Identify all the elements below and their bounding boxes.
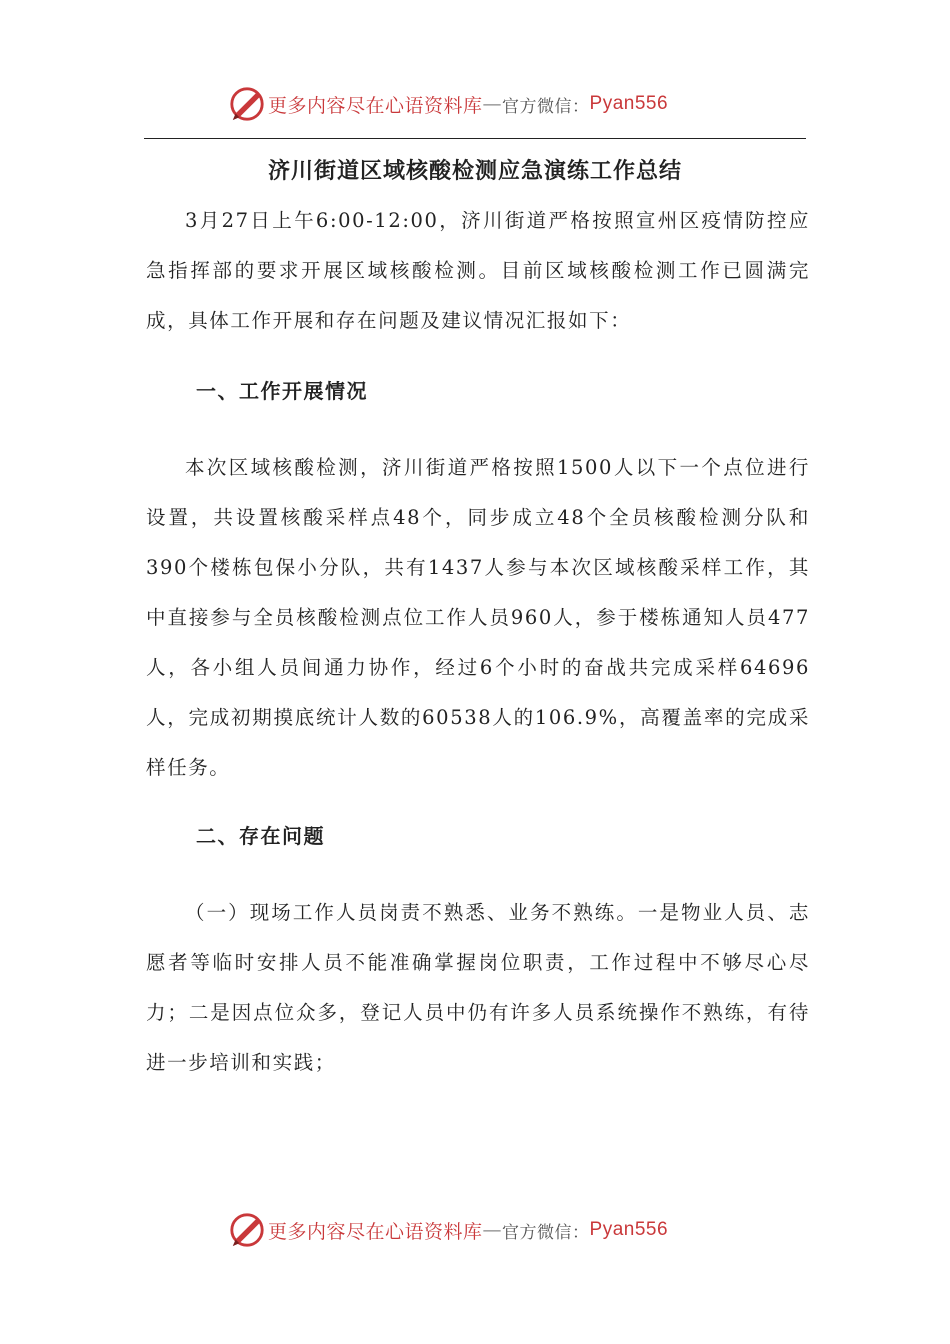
pen-logo-icon	[228, 85, 266, 123]
document-title: 济川街道区域核酸检测应急演练工作总结	[267, 158, 682, 184]
watermark-banner-bottom	[228, 1210, 668, 1250]
section1-paragraph: 本次区域核酸检测，济川街道严格按照1500人以下一个点位进行设置，共设置核酸采样点48个，同步成立48个全员核酸检测分队和390个楼栋包保小分队，共有1437人参与本次区域核酸采样工作，其中直接参与全员核酸检测点位工作人员960人，参于楼栋通知人员477人，各小组人员间通力协作，经过6个小时的奋战共完成采样64696人，完成初期摸底统计人数的60538人的106.9%，高覆盖率的完成采样任务。	[146, 456, 810, 779]
watermark-dash: —	[482, 1219, 503, 1241]
watermark-banner-top	[228, 84, 668, 124]
watermark-site-text: 更多内容尽在心语资料库	[268, 94, 483, 117]
watermark-site-text: 更多内容尽在心语资料库	[268, 1220, 483, 1243]
pen-logo-icon	[228, 1211, 266, 1249]
watermark-label: 官方微信：	[502, 1222, 590, 1243]
section1-heading: 一、工作开展情况	[196, 379, 368, 403]
watermark-id: Pyan556	[589, 1219, 669, 1240]
watermark-id: Pyan556	[589, 93, 669, 114]
section2-heading: 二、存在问题	[196, 824, 325, 848]
header-rule	[144, 138, 806, 139]
watermark-label: 官方微信：	[502, 96, 590, 117]
intro-paragraph: 3月27日上午6:00-12:00，济川街道严格按照宣州区疫情防控应急指挥部的要求开展区域核酸检测。目前区域核酸检测工作已圆满完成，具体工作开展和存在问题及建议情况汇报如下：	[146, 209, 810, 332]
section2-item1-paragraph: （一）现场工作人员岗责不熟悉、业务不熟练。一是物业人员、志愿者等临时安排人员不能准确掌握岗位职责，工作过程中不够尽心尽力；二是因点位众多，登记人员中仍有许多人员系统操作不熟练，有待进一步培训和实践；	[146, 901, 810, 1074]
watermark-dash: —	[482, 93, 503, 115]
